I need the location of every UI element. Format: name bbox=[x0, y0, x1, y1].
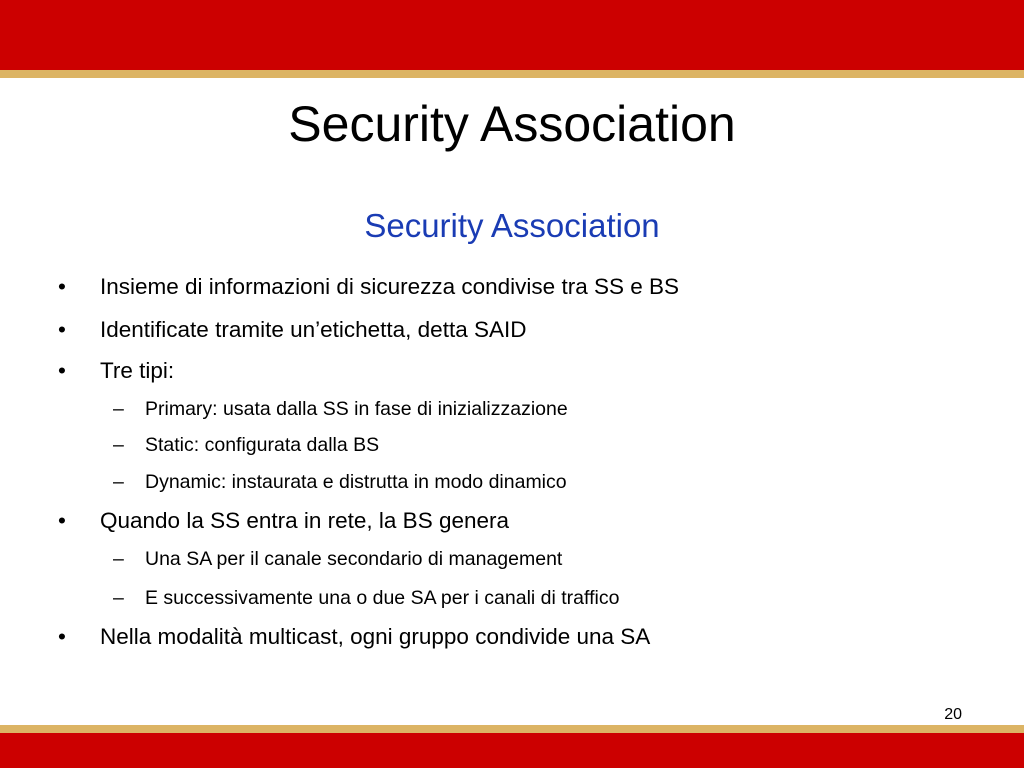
bullet-text: Nella modalità multicast, ogni gruppo condivide una SA bbox=[100, 624, 651, 649]
sub-bullet-text: Dynamic: instaurata e distrutta in modo dinamico bbox=[145, 471, 567, 493]
bullet-text: Identificate tramite un’etichetta, detta SAID bbox=[100, 317, 527, 342]
bullet-text: Tre tipi: bbox=[100, 358, 175, 383]
slide-title: Security Association bbox=[288, 96, 736, 152]
top-red-bar bbox=[0, 0, 1024, 70]
sub-bullet-marker: – bbox=[113, 548, 124, 570]
bullet-marker: • bbox=[58, 624, 66, 649]
top-gold-bar bbox=[0, 70, 1024, 78]
sub-bullet-text: Static: configurata dalla BS bbox=[145, 434, 380, 456]
sub-bullet-marker: – bbox=[113, 434, 124, 456]
slide-subtitle: Security Association bbox=[364, 207, 660, 244]
bottom-red-bar bbox=[0, 733, 1024, 768]
bullet-text: Insieme di informazioni di sicurezza condivise tra SS e BS bbox=[100, 274, 680, 299]
sub-bullet-text: Una SA per il canale secondario di management bbox=[145, 548, 563, 570]
bullet-text: Quando la SS entra in rete, la BS genera bbox=[100, 508, 510, 533]
sub-bullet-marker: – bbox=[113, 398, 124, 420]
bottom-gold-bar bbox=[0, 725, 1024, 733]
bullet-marker: • bbox=[58, 508, 66, 533]
sub-bullet-text: E successivamente una o due SA per i canali di traffico bbox=[145, 587, 620, 609]
bullet-marker: • bbox=[58, 274, 66, 299]
bullet-marker: • bbox=[58, 317, 66, 342]
sub-bullet-marker: – bbox=[113, 471, 124, 493]
sub-bullet-text: Primary: usata dalla SS in fase di inizializzazione bbox=[145, 398, 568, 420]
bullet-marker: • bbox=[58, 358, 66, 383]
page-number: 20 bbox=[944, 706, 962, 723]
sub-bullet-marker: – bbox=[113, 587, 124, 609]
